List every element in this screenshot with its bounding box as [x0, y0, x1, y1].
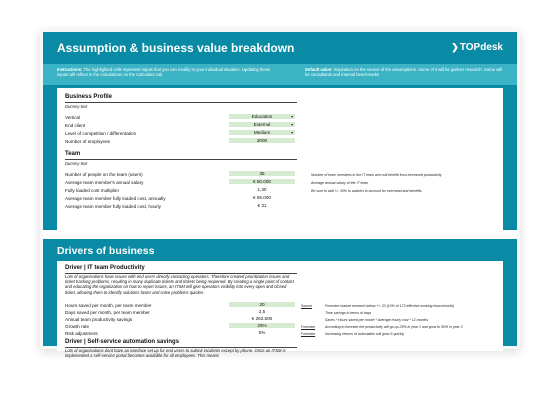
upper-teal-band	[43, 85, 517, 230]
risk-adjustment-note: Increasing returns of automation will grow 5 quickly	[325, 332, 405, 336]
days-saved-note: Time savings in terms of days	[325, 311, 372, 315]
salary-note: Average annual salary of the IT team	[311, 181, 369, 185]
multiplier-note: Be sure to add +/- 30% to salaries to account for overhead and benefits	[311, 189, 422, 193]
risk-adjustment-source-link[interactable]: Forrester	[301, 332, 316, 336]
employees-input[interactable]: 2000	[229, 138, 295, 143]
risk-adjustment-label: Risk adjustment	[65, 331, 98, 336]
spreadsheet-sheet	[43, 32, 517, 359]
competition-label: Level of competition / differentation	[65, 131, 137, 136]
page-title: Assumption & business value breakdown	[57, 41, 295, 55]
hours-saved-input[interactable]: 20	[229, 302, 295, 307]
vertical-label: Vertical	[65, 115, 81, 120]
team-size-note: Number of team members in the IT team who will benefit from increased productivity	[311, 173, 442, 177]
end-client-value: External	[253, 122, 271, 127]
it-productivity-description: Lots of organisations have issues with end users directly contacting operators. Therefore created prioritization issues and ticket tracking problems, resulting in many duplicate tickets and tickets being reopened. By creating a single point of contact and educating the organization on how to report issues, an ITSM will give operators visibility into every open and closed ticket, allowing them to identify solutions faster and solve problems quicker.	[65, 274, 294, 295]
vertical-select[interactable]	[229, 114, 295, 119]
multiplier-value: 1,30	[257, 187, 267, 192]
vertical-value: Education	[251, 114, 273, 119]
competition-value: Medium	[253, 130, 271, 135]
salary-label: Average team member's annual salary	[65, 180, 144, 185]
multiplier-label: Fully loaded cost multiplier	[65, 188, 120, 193]
growth-rate-input[interactable]: 25%	[229, 323, 295, 328]
default-value-label: Default value:	[305, 67, 333, 72]
divider	[65, 159, 297, 160]
growth-rate-label: Growth rate	[65, 324, 89, 329]
risk-adjustment-value: 5%	[258, 330, 266, 335]
competition-select[interactable]	[229, 130, 295, 135]
days-saved-label: Days saved per month, per team member	[65, 310, 150, 315]
end-client-select[interactable]	[229, 122, 295, 127]
annual-cost-label: Average team member fully loaded cost, annually	[65, 196, 166, 201]
hourly-cost-label: Average team member fully loaded cost, hourly	[65, 204, 161, 209]
annual-savings-value: € 262.500	[251, 316, 273, 321]
salary-input[interactable]: € 50.000	[229, 179, 295, 184]
instructions-bar	[43, 64, 517, 85]
team-subtitle: Dummy text	[65, 161, 88, 166]
spreadsheet-preview-frame	[40, 29, 520, 359]
default-value-body: Inspiration on the source of the assumptions. Some of it will be gartner research. Some will be consultants and internal benchmarks	[305, 67, 502, 78]
topdesk-logo	[451, 42, 503, 53]
annual-savings-label: Annual team productivity savings	[65, 317, 133, 322]
business-profile-subtitle: Dummy text	[65, 104, 88, 109]
team-size-input[interactable]: 35	[229, 171, 295, 176]
title-bar	[43, 32, 517, 64]
annual-cost-value: € 65.000	[253, 195, 271, 200]
days-saved-value: 2,5	[258, 309, 266, 314]
default-value-text	[305, 67, 505, 78]
instructions-text	[57, 67, 279, 78]
dropdown-arrow-icon: ▾	[290, 130, 293, 135]
hours-saved-label: Hours saved per month, per team member	[65, 303, 152, 308]
hourly-cost-value: € 31	[257, 203, 267, 208]
instructions-label: Instructions:	[57, 67, 83, 72]
instructions-body: The highlighted cells represent inputs that you can modify to your individual situation. Updating these inputs will reflect in the calculations on the Calculator tab.	[57, 67, 271, 78]
employees-label: Number of employees	[65, 139, 110, 144]
dropdown-arrow-icon: ▾	[290, 114, 293, 119]
lower-teal-band	[43, 239, 517, 359]
logo-text: TOPdesk	[459, 42, 503, 53]
drivers-panel	[57, 261, 503, 359]
growth-rate-note: According to forrester the productivity will go up 25% in year 1 and grow to 50% in year 3	[325, 325, 463, 329]
divider	[65, 102, 297, 103]
growth-rate-source-link[interactable]: Forrester	[301, 325, 316, 329]
self-service-title: Driver | Self-service automation savings	[65, 339, 180, 345]
business-profile-panel	[57, 88, 503, 230]
end-client-label: End client	[65, 123, 86, 128]
dropdown-arrow-icon: ▾	[290, 122, 293, 127]
self-service-description: Lots of organisations dont have an interface set up for end users to submit incidents except by phone. Once an ITSM is implemented a self-service portal becomes available for all employees. This means	[65, 348, 286, 359]
team-size-label: Number of people on the team (users)	[65, 172, 143, 177]
team-title: Team	[65, 151, 81, 157]
drivers-title: Drivers of business	[57, 245, 155, 257]
annual-savings-note: Saves * Hours saved per month * Average hourly cost * 12 months	[325, 318, 429, 322]
chevron-right-icon: ❯	[451, 42, 459, 52]
it-productivity-title: Driver | IT team Productivity	[65, 265, 145, 271]
business-profile-title: Business Profile	[65, 94, 113, 100]
hours-saved-note: Forrester market research below +/- 20 (10% of 173 effective working hours/month)	[325, 304, 455, 308]
hours-saved-source-link[interactable]: Source	[301, 304, 313, 308]
